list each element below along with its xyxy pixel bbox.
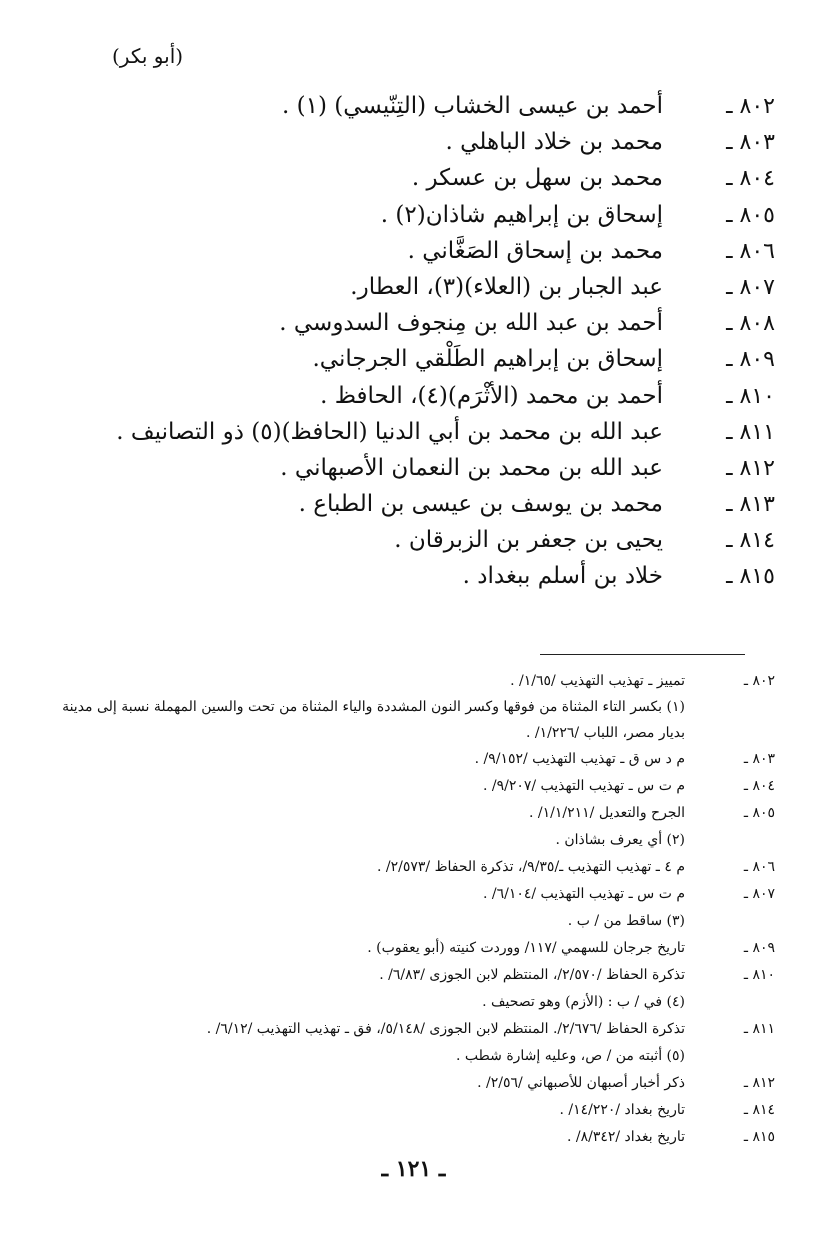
entry-number: ٨١٥ ـ [726,564,775,590]
entry-number: ٨١٢ ـ [726,455,775,481]
entry-number: ٨٠٩ ـ [726,347,775,373]
footnote-row [55,908,775,935]
footnote-text: م ت س ـ تهذيب التهذيب /٩/٢٠٧/ . [482,778,685,794]
entry-text: محمد بن سهل بن عسكر . [411,165,663,192]
entry-text: أحمد بن عبد الله بن مِنجوف السدوسي . [279,310,663,337]
footnote-number: ٨٠٧ ـ [743,886,775,902]
entry-number: ٨٠٦ ـ [726,238,775,264]
entry-number: ٨٠٨ ـ [726,311,775,337]
footnotes-list [55,668,775,1151]
entry-row [75,233,775,269]
entry-row [75,450,775,486]
footnote-row [55,989,775,1016]
entry-text: محمد بن خلاد الباهلي . [445,129,663,156]
footnote-row [55,800,775,827]
footnote-divider [540,654,745,655]
footnote-text: م د س ق ـ تهذيب التهذيب /٩/١٥٢/ . [474,751,685,767]
entry-row [75,486,775,522]
footnote-row [55,668,775,695]
footnote-text: الجرح والتعديل /١/١/٢١١/ . [529,805,685,821]
footnote-number: ٨٠٤ ـ [743,778,775,794]
footnote-text: (٢) أي يعرف بشاذان . [555,832,685,848]
entry-row [75,414,775,450]
footnote-row [55,695,775,746]
footnote-text: تذكرة الحفاظ /٢/٦٧٦/. المنتظم لابن الجوزى /٥/١٤٨/، فق ـ تهذيب التهذيب /٦/١٢/ . [206,1021,685,1037]
page-number: ـ ١٢١ ـ [381,1156,446,1182]
entry-number: ٨١٠ ـ [726,383,775,409]
footnote-text: تاريخ جرجان للسهمي /١١٧/ ووردت كنيته (أبو يعقوب) . [367,940,685,956]
footnote-number: ٨١٥ ـ [743,1129,775,1145]
entry-row [75,305,775,341]
entry-text: إسحاق بن إبراهيم الطَلْقي الجرجاني. [312,346,663,373]
entry-number: ٨٠٤ ـ [726,166,775,192]
footnote-number: ٨١٤ ـ [743,1102,775,1118]
entries-list [75,88,775,595]
entry-text: خلاد بن أسلم ببغداد . [462,563,663,590]
entry-text: عبد الجبار بن (العلاء)(٣)، العطار. [350,273,663,300]
footnote-row [55,1124,775,1151]
entry-row [75,160,775,196]
footnote-row [55,935,775,962]
entry-number: ٨١٣ ـ [726,492,775,518]
entry-text: أحمد بن محمد (الأثْرَم)(٤)، الحافظ . [320,382,663,409]
footnote-text: تاريخ بغداد /١٤/٢٢٠/ . [559,1102,685,1118]
footnote-text: (٤) في / ب : (الأزم) وهو تصحيف . [482,994,685,1010]
entry-text: عبد الله بن محمد بن النعمان الأصبهاني . [280,454,663,481]
entry-row [75,341,775,377]
footnote-row [55,881,775,908]
entry-number: ٨١١ ـ [726,419,775,445]
entry-row [75,124,775,160]
footnote-text: م ٤ ـ تهذيب التهذيب ـ/٩/٣٥/، تذكرة الحفاظ /٢/٥٧٣/ . [376,859,685,875]
footnote-row [55,773,775,800]
footnote-number: ٨٠٦ ـ [743,859,775,875]
footnote-row [55,1097,775,1124]
entry-text: إسحاق بن إبراهيم شاذان(٢) . [380,201,663,228]
footnote-text: تمييز ـ تهذيب التهذيب /١/٦٥/ . [510,673,685,689]
entry-row [75,197,775,233]
footnote-number: ٨٠٥ ـ [743,805,775,821]
footnote-number: ٨٠٣ ـ [743,751,775,767]
entry-text: عبد الله بن محمد بن أبي الدنيا (الحافظ)(٥) ذو التصانيف . [116,418,663,445]
entry-row [75,558,775,594]
entry-text: محمد بن يوسف بن عيسى بن الطباع . [298,491,663,518]
footnote-number: ٨٠٩ ـ [743,940,775,956]
footnote-number: ٨١١ ـ [743,1021,775,1037]
running-header: (أبو بكر) [112,44,184,68]
footnote-text: تاريخ بغداد /٨/٣٤٢/ . [566,1129,685,1145]
footnote-number: ٨٠٢ ـ [743,673,775,689]
footnote-text: تذكرة الحفاظ /٢/٥٧٠/، المنتظم لابن الجوزى /٦/٨٣/ . [379,967,685,983]
entry-number: ٨١٤ ـ [726,528,775,554]
entry-row [75,88,775,124]
footnote-row [55,962,775,989]
footnote-row [55,746,775,773]
entry-text: أحمد بن عيسى الخشاب (التِنّيسي) (١) . [281,93,663,119]
footnote-row [55,1043,775,1070]
entry-text: يحيى بن جعفر بن الزبرقان . [394,527,663,554]
entry-number: ٨٠٧ ـ [726,274,775,300]
footnote-number: ٨١٠ ـ [743,967,775,983]
footnote-text: ذكر أخبار أصبهان للأصبهاني /٢/٥٦/ . [477,1075,685,1091]
footnote-text: (١) بكسر التاء المثناة من فوقها وكسر النون المشددة والياء المثناة من تحت والسين المهملة نسبة إلى مدينة بديار مصر، اللباب /١/٢٢٦/ . [62,699,685,741]
entry-text: محمد بن إسحاق الصَغَّاني . [407,237,663,264]
footnote-row [55,854,775,881]
entry-number: ٨٠٥ ـ [726,202,775,228]
entry-number: ٨٠٢ ـ [726,94,775,119]
footnote-text: (٣) ساقط من / ب . [567,913,685,929]
entry-row [75,378,775,414]
footnote-row [55,827,775,854]
footnote-text: (٥) أثبته من / ص، وعليه إشارة شطب . [456,1048,685,1064]
footnote-text: م ت س ـ تهذيب التهذيب /٦/١٠٤/ . [482,886,685,902]
entry-row [75,522,775,558]
entry-number: ٨٠٣ ـ [726,130,775,156]
entry-row [75,269,775,305]
footnote-row [55,1070,775,1097]
footnote-row [55,1016,775,1043]
footnote-number: ٨١٢ ـ [743,1075,775,1091]
